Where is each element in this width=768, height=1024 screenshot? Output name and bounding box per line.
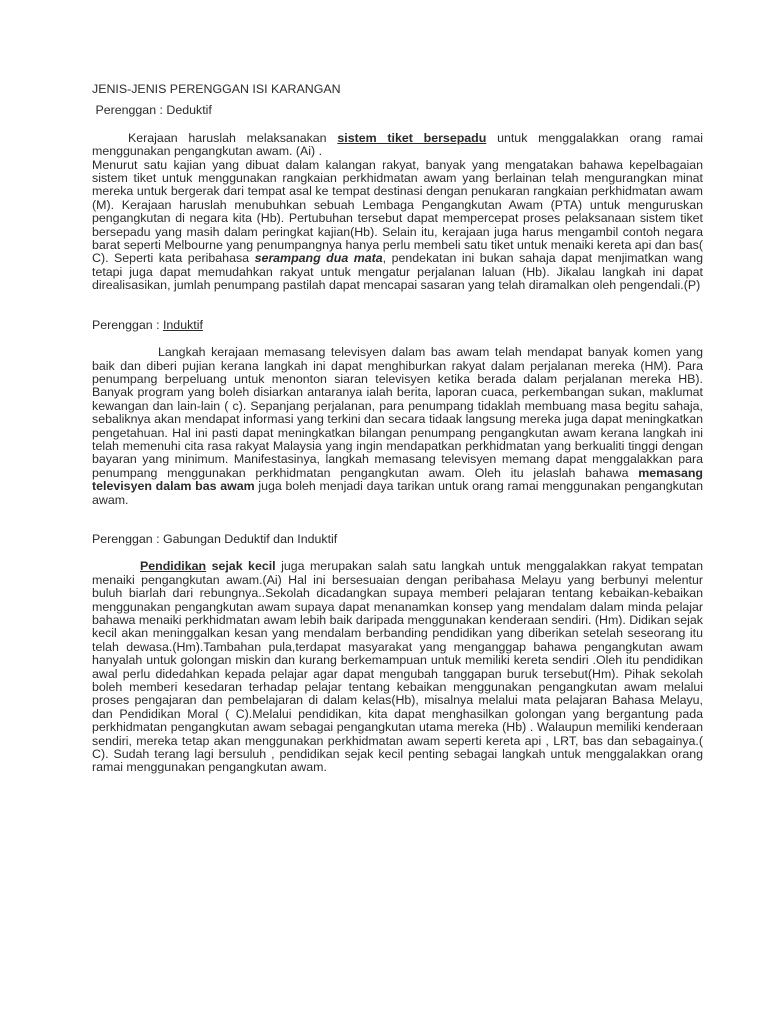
paragraph-text: juga merupakan salah satu langkah untuk menggalakkan rakyat tempatan menaiki pengangkutan awam.(Ai) Hal ini bersesuaian dengan peribahasa Melayu yang berbunyi melentur buluh biarlah dari rebungnya..Sekolah dicadangkan supaya memberi pelajaran tentang kebaikan-kebaikan menggunakan pengangkutan awam supaya dapat menanamkan konsep yang mendalam dalam minda pelajar bahawa menaiki perkhidmatan awam lebih baik daripada menggunakan kenderaan sendiri. (Hm). Didikan sejak kecil akan meninggalkan kesan yang mendalam berbanding pendidikan yang diberikan setelah seseorang itu telah dewasa.(Hm).Tambahan pula,terdapat masyarakat yang menganggap bahawa pengangkutan awam hanyalah untuk golongan miskin dan kurang berkemampuan untuk memiliki kereta sendiri .Oleh itu pendidikan awal perlu didedahkan kepada pelajar agar dapat mengubah tanggapan buruk tersebut(Hm). Pihak sekolah boleh memberi kesedaran terhadap pelajar tentang kebaikan menggunakan pengangkutan awam melalui proses pengajaran dan pembelajaran di dalam kelas(Hb), misalnya melalui mata pelajaran Bahasa Melayu, dan Pendidikan Moral ( C).Melalui pendidikan, kita dapat menghasilkan golongan yang bergantung pada perkhidmatan pengangkutan awam sebagai pengangkutan utama mereka (Hb) . Walaupun memiliki kenderaan sendiri, mereka tetap akan menggunakan perkhidmatan awam seperti kereta api , LRT, bas dan sebagainya.( C). Sudah terang lagi bersuluh , pendidikan sejak kecil penting sebagai langkah untuk menggalakkan orang ramai menggunakan pengangkutan awam. xyxy=(92,559,704,775)
section-label-induktif xyxy=(92,319,703,332)
section-label-type: Deduktif xyxy=(166,103,212,118)
topic-keyword: memasang televisyen dalam bas awam xyxy=(92,465,703,494)
paragraph-deduktif xyxy=(92,132,703,293)
section-label-gabungan xyxy=(92,533,703,546)
paragraph-text: Langkah kerajaan memasang televisyen dalam bas awam telah mendapat banyak komen yang baik dan diberi pujian kerana langkah ini dapat menghiburkan rakyat dalam perjalanan mereka (HM). Para penumpang berpeluang untuk menonton siaran televisyen ketika berada dalam perjalanan mereka HB). Banyak program yang boleh disiarkan antaranya ialah berita, laporan cuaca, perkembangan sukan, maklumat kewangan dan lain-lain ( c). Sepanjang perjalanan, para penumpang tidaklah membuang masa begitu sahaja, sebaliknya akan mendapat informasi yang terkini dan secara tidaak langsung mereka juga dapat meningkatkan pengetahuan. Hal ini pasti dapat meningkatkan bilangan penumpang pengangkutan awam kerana langkah ini telah memenuhi cita rasa rakyat Malaysia yang ingin mendapatkan perkhidmatan yang berkualiti tinggi dengan bayaran yang minimum. Manifestasinya, langkah memasang televisyen memang dapat menggalakkan para penumpang menggunakan perkhidmatan pengangkutan awam. Oleh itu jelaslah bahawa xyxy=(92,345,703,480)
paragraph-gabungan xyxy=(92,560,703,775)
proverb: serampang dua mata xyxy=(254,251,383,266)
section-label-prefix: Perenggan : xyxy=(95,103,167,118)
topic-keyword: Pendidikan xyxy=(140,559,207,574)
section-label-prefix: Perenggan : xyxy=(92,317,163,332)
paragraph-text: untuk menggalakkan orang ramai menggunakan pengangkutan awam. (Ai) . xyxy=(92,130,703,159)
paragraph-induktif xyxy=(92,346,703,507)
paragraph-text: juga boleh menjadi daya tarikan untuk orang ramai menggunakan pengangkutan awam. xyxy=(92,479,703,507)
document-page xyxy=(92,83,703,775)
section-label-deduktif xyxy=(92,104,703,117)
section-label-type: Gabungan Deduktif dan Induktif xyxy=(162,531,338,546)
paragraph-text: Menurut satu kajian yang dibuat dalam kalangan rakyat, banyak yang mengatakan bahawa kepelbagaian sistem tiket untuk menggunakan rangkaian perkhidmatan awam yang berlainan telah mengurangkan minat mereka untuk bergerak dari tempat asal ke tempat destinasi dengan penukaran rangkaian perkhidmatan awam (M). Kerajaan haruslah menubuhkan sebuah Lembaga Pengangkutan Awam (PTA) untuk menguruskan pengangkutan di negara kita (Hb). Pertubuhan tersebut dapat mempercepat proses pelaksanaan sistem tiket bersepadu yang masih dalam peringkat kajian(Hb). Selain itu, kerajaan juga harus mengambil contoh negara barat seperti Melbourne yang penumpangnya hanya perlu membeli satu tiket untuk menaiki kereta api dan bas( C). Seperti kata peribahasa xyxy=(92,157,703,266)
topic-keyword: sejak kecil xyxy=(206,559,276,574)
section-label-prefix: Perenggan : xyxy=(92,531,163,546)
topic-keyword: sistem tiket bersepadu xyxy=(337,130,487,145)
document-title: JENIS-JENIS PERENGGAN ISI KARANGAN xyxy=(92,82,341,96)
section-label-type: Induktif xyxy=(162,317,203,332)
paragraph-text: Kerajaan haruslah melaksanakan xyxy=(128,130,338,145)
paragraph-text: , pendekatan ini bukan sahaja dapat menjimatkan wang tetapi juga dapat memudahkan rakyat untuk mengatur perjalanan laluan (Hb). Jikalau langkah ini dapat direalisasikan, jumlah penumpang pastilah dapat mencapai sasaran yang telah diramalkan oleh pengendali.(P) xyxy=(92,251,703,293)
